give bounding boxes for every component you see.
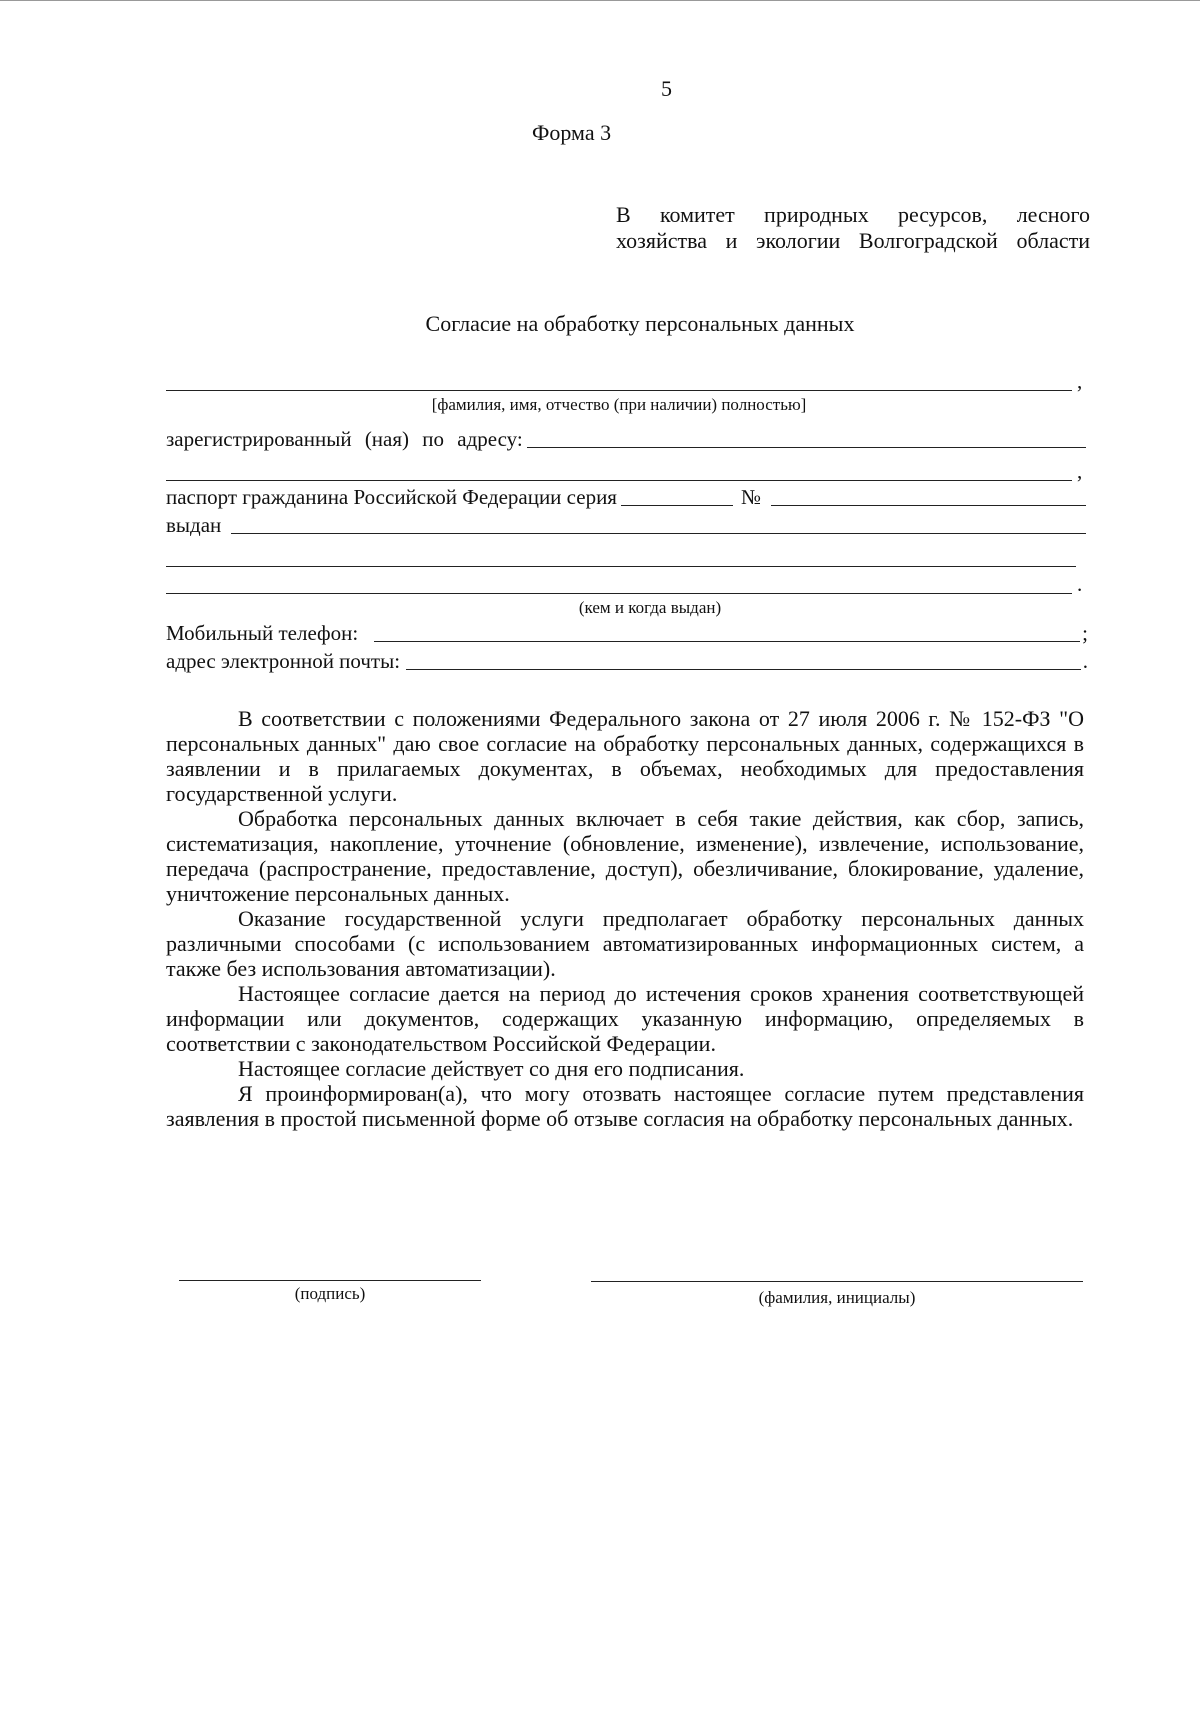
addressee xyxy=(616,202,1090,254)
paragraph-1: В соответствии с положениями Федерального закона от 27 июля 2006 г. № 152-ФЗ "О персональных данных" даю свое согласие на обработку персональных данных, содержащихся в заявлении и в прилагаемых документах, в объемах, необходимых для предоставления государственной услуги. xyxy=(166,706,1084,806)
paragraph-5: Настоящее согласие действует со дня его подписания. xyxy=(238,1056,745,1081)
address-row xyxy=(166,426,1088,452)
email-period: . xyxy=(1082,649,1088,673)
passport-series-field[interactable] xyxy=(621,485,733,506)
scan-top-edge xyxy=(0,0,1200,1)
signature-note: (подпись) xyxy=(294,1284,366,1303)
phone-field[interactable] xyxy=(374,621,1080,642)
passport-number-field[interactable] xyxy=(771,485,1086,506)
email-label: адрес электронной почты: xyxy=(166,649,401,673)
paragraph-3: Оказание государственной услуги предполагает обработку персональных данных различными способами (с использованием автоматизированных информационных систем, а также без использования автоматизации). xyxy=(166,906,1084,981)
issued-line-3[interactable] xyxy=(166,593,1072,594)
page-number: 5 xyxy=(661,76,672,101)
consent-body xyxy=(166,706,1084,1131)
passport-number-label: № xyxy=(740,485,762,509)
email-field[interactable] xyxy=(406,649,1081,670)
address-field[interactable] xyxy=(527,427,1086,448)
issued-note: (кем и когда выдан) xyxy=(578,598,722,617)
address-comma: , xyxy=(1077,459,1083,483)
passport-row xyxy=(166,484,1088,510)
document-title: Согласие на обработку персональных данных xyxy=(425,311,855,336)
issued-row xyxy=(166,512,1088,538)
fio-line[interactable] xyxy=(166,390,1072,391)
phone-label: Мобильный телефон: xyxy=(166,621,359,645)
phone-semicolon: ; xyxy=(1082,621,1088,645)
addressee-line-2: хозяйства и экологии Волгоградской области xyxy=(616,228,1090,253)
signature-line[interactable] xyxy=(179,1280,481,1281)
issued-label: выдан xyxy=(166,513,222,537)
email-row xyxy=(166,648,1088,674)
addressee-line-1: В комитет природных ресурсов, лесного xyxy=(616,202,1090,227)
registered-label: зарегистрированный (ная) по адресу: xyxy=(166,427,523,451)
fio-comma: , xyxy=(1077,369,1083,393)
address-line-2[interactable] xyxy=(166,480,1072,481)
name-note: (фамилия, инициалы) xyxy=(758,1288,916,1307)
phone-row xyxy=(166,620,1088,646)
issued-line-2[interactable] xyxy=(166,566,1076,567)
issued-field[interactable] xyxy=(231,513,1086,534)
name-line[interactable] xyxy=(591,1281,1083,1282)
issued-period: . xyxy=(1077,572,1083,596)
paragraph-4: Настоящее согласие дается на период до истечения сроков хранения соответствующей информации или документов, содержащих указанную информацию, определяемых в соответствии с законодательством Российской Федерации. xyxy=(166,981,1084,1056)
passport-label: паспорт гражданина Российской Федерации серия xyxy=(166,485,617,509)
paragraph-2: Обработка персональных данных включает в себя такие действия, как сбор, запись, систематизация, накопление, уточнение (обновление, изменение), извлечение, использование, передача (распространение, предоставление, доступ), обезличивание, блокирование, удаление, уничтожение персональных данных. xyxy=(166,806,1084,906)
fio-note: [фамилия, имя, отчество (при наличии) полностью] xyxy=(431,395,807,414)
paragraph-6: Я проинформирован(а), что могу отозвать настоящее согласие путем представления заявления в простой письменной форме об отзыве согласия на обработку персональных данных. xyxy=(166,1081,1084,1131)
form-label: Форма 3 xyxy=(532,120,612,145)
